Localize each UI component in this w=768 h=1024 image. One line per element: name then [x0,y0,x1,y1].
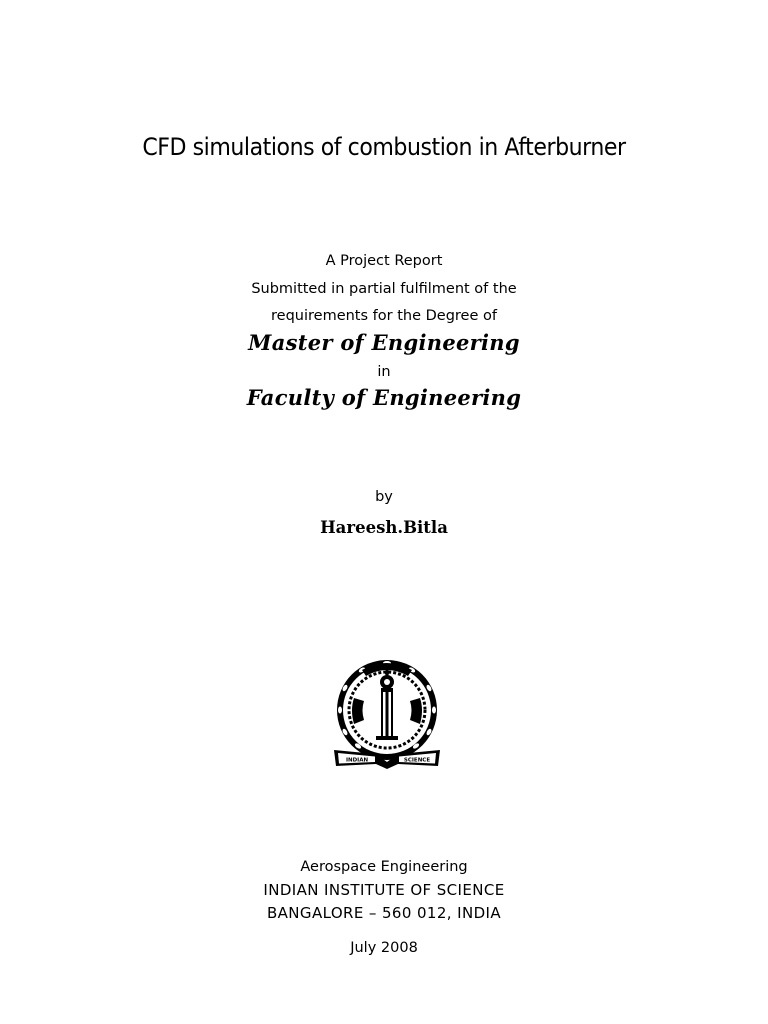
faculty-name: Faculty of Engineering [246,385,522,410]
department: Aerospace Engineering [300,859,468,875]
submission-date: July 2008 [350,940,418,956]
thesis-title: CFD simulations of combustion in Afterburner [142,133,626,161]
in-word: in [377,364,391,380]
emblem-left-text: INDIAN [345,757,369,764]
iisc-emblem-icon [332,658,442,770]
degree-name: Master of Engineering [248,330,520,355]
emblem-right-text: SCIENCE [403,757,431,764]
report-type: A Project Report [325,253,443,269]
submission-line-1: Submitted in partial fulfilment of the [251,281,517,297]
institute-address: BANGALORE – 560 012, INDIA [266,904,502,922]
institute-name: INDIAN INSTITUTE OF SCIENCE [263,881,505,899]
by-word: by [375,489,393,505]
author-name: Hareesh.Bitla [320,518,448,537]
submission-line-2: requirements for the Degree of [271,308,497,324]
